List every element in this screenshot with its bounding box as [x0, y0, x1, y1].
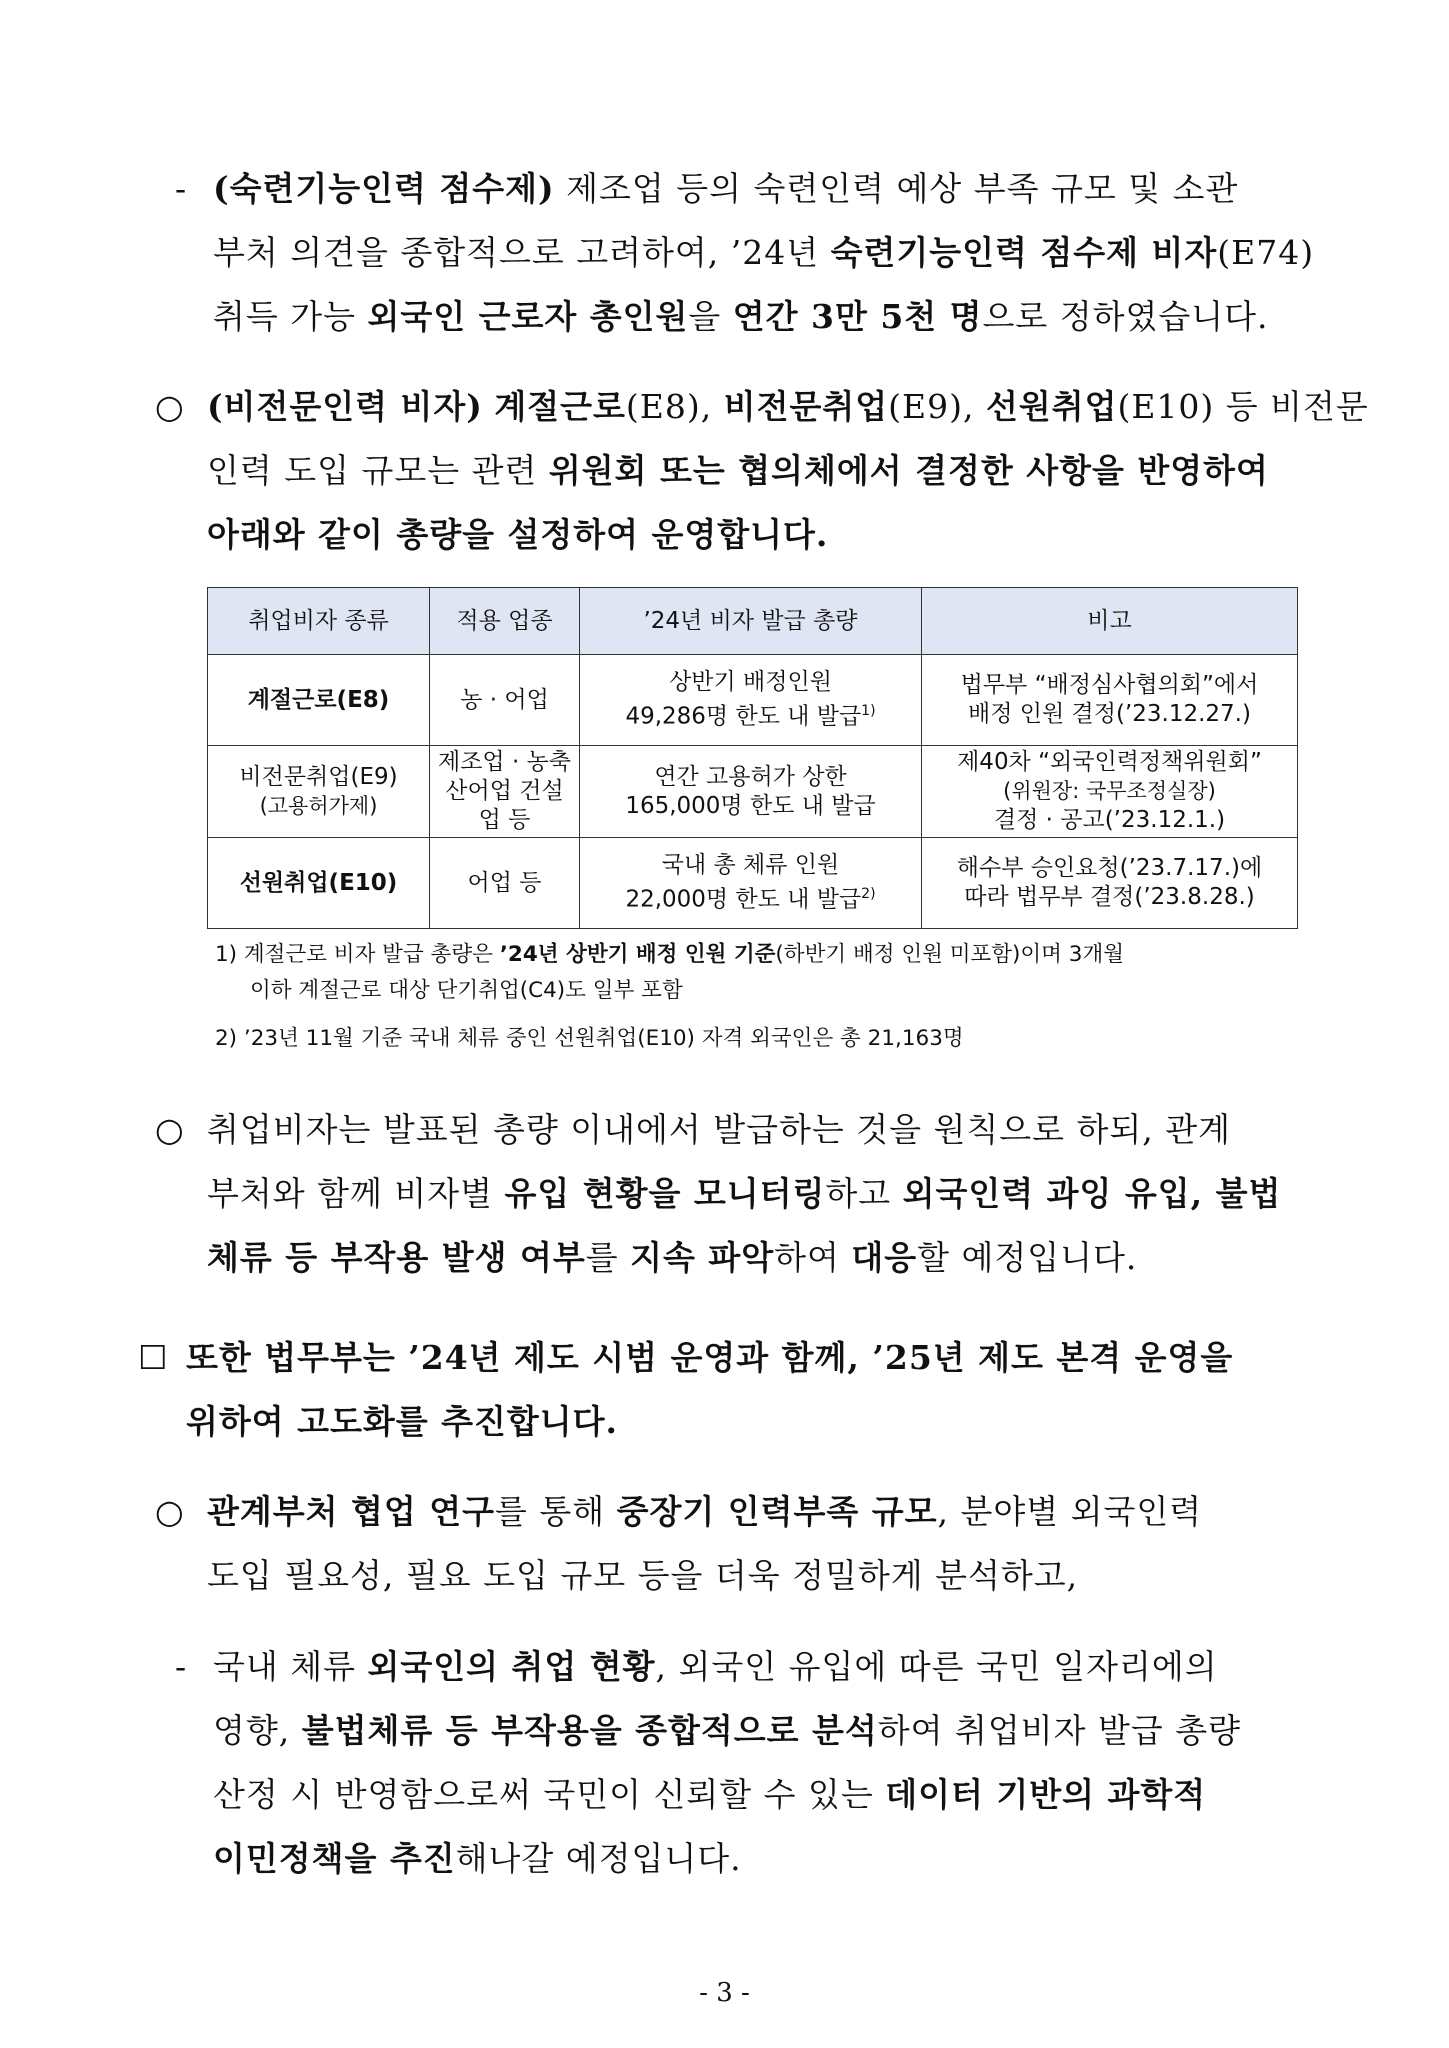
- text-line: [213, 294, 1269, 340]
- text-line: [213, 230, 1314, 276]
- text-line: [207, 512, 828, 558]
- cell-industry: 농 · 어업: [430, 655, 580, 746]
- table-row: [208, 838, 1298, 929]
- text-segment: 할 예정입니다.: [917, 1238, 1138, 1277]
- text-segment: 취업비자는 발표된 총량 이내에서 발급하는 것을 원칙으로 하되, 관계: [207, 1110, 1231, 1149]
- text-segment: 부처 의견을 종합적으로 고려하여, ’24년: [213, 233, 831, 272]
- text-segment: 산정 시 반영함으로써 국민이 신뢰할 수 있는: [213, 1775, 886, 1814]
- bold-text-segment: 외국인력 과잉 유입, 불법: [902, 1174, 1282, 1213]
- text-line: [213, 1644, 1218, 1690]
- bold-text-segment: 숙련기능인력 점수제 비자: [830, 233, 1218, 272]
- bold-text-segment: 데이터 기반의 과학적: [885, 1775, 1207, 1814]
- bold-text-segment: (비전문인력 비자): [207, 387, 483, 426]
- text-segment: 제조업 등의 숙련인력 예상 부족 규모 및 소관: [554, 169, 1239, 208]
- header-industry: 적용 업종: [430, 588, 580, 655]
- text-segment: 를: [585, 1238, 631, 1277]
- text-segment: (E9),: [888, 387, 986, 426]
- bold-text-segment: 중장기 인력부족 규모: [616, 1492, 938, 1531]
- text-line: [213, 1708, 1241, 1754]
- box-marker: ☐: [138, 1338, 168, 1377]
- cell-quota: 국내 총 체류 인원 22,000명 한도 내 발급$^{2)}$: [580, 838, 922, 929]
- bold-text-segment: 외국인 근로자 총인원: [367, 297, 689, 336]
- bold-text-segment: 비전문취업: [723, 387, 889, 426]
- header-remarks: 비고: [922, 588, 1298, 655]
- text-line: [207, 1107, 1231, 1153]
- footnote-1-line-1: 1) 계절근로 비자 발급 총량은 ’24년 상반기 배정 인원 기준(하반기 배정 인원 미포함)이며 3개월: [215, 942, 1124, 967]
- bold-text-segment: 관계부처 협업 연구: [207, 1492, 496, 1531]
- dash-marker: -: [175, 1647, 187, 1686]
- bold-text-segment: 이민정책을 추진: [213, 1839, 456, 1878]
- text-segment: [483, 387, 495, 426]
- bold-text-segment: 아래와 같이 총량을 설정하여 운영합니다.: [207, 515, 829, 554]
- table-row: [208, 655, 1298, 746]
- bold-text-segment: 위원회 또는 협의체에서 결정한 사항을 반영하여: [548, 451, 1269, 490]
- visa-quota-table: [207, 587, 1298, 929]
- text-segment: 영향,: [213, 1711, 302, 1750]
- footnote-2: 2) ’23년 11월 기준 국내 체류 중인 선원취업(E10) 자격 외국인은 총 21,163명: [215, 1026, 964, 1051]
- text-segment: 도입 필요성, 필요 도입 규모 등을 더욱 정밀하게 분석하고,: [207, 1556, 1079, 1595]
- cell-remarks: 해수부 승인요청(’23.7.17.)에 따라 법무부 결정(’23.8.28.): [922, 838, 1298, 929]
- text-segment: (E10) 등 비전문: [1117, 387, 1369, 426]
- text-line: [213, 1772, 1206, 1818]
- text-segment: 인력 도입 규모는 관련: [207, 451, 549, 490]
- text-segment: 하여: [774, 1238, 852, 1277]
- table-header-row: [208, 588, 1298, 655]
- text-segment: 을: [688, 297, 733, 336]
- text-segment: 하고: [825, 1174, 903, 1213]
- text-segment: 국내 체류: [213, 1647, 368, 1686]
- header-quota: ’24년 비자 발급 총량: [580, 588, 922, 655]
- bold-text-segment: 불법체류 등 부작용을 종합적으로 분석: [301, 1711, 878, 1750]
- footnote-1-line-2: 이하 계절근로 대상 단기취업(C4)도 일부 포함: [250, 978, 683, 1003]
- text-line: [207, 1489, 1202, 1535]
- text-segment: 하여 취업비자 발급 총량: [877, 1711, 1242, 1750]
- bold-text-segment: 계절근로: [494, 387, 626, 426]
- cell-visa: 계절근로(E8): [208, 655, 430, 746]
- cell-quota: 상반기 배정인원 49,286명 한도 내 발급$^{1)}$: [580, 655, 922, 746]
- circle-marker: ○: [155, 387, 184, 426]
- text-segment: (E74): [1217, 233, 1315, 272]
- text-segment: , 분야별 외국인력: [937, 1492, 1203, 1531]
- text-line: [207, 1171, 1281, 1217]
- text-segment: 으로 정하였습니다.: [982, 297, 1269, 336]
- circle-marker: ○: [155, 1492, 184, 1531]
- text-line: [186, 1335, 1233, 1381]
- page-number: - 3 -: [699, 1978, 750, 2008]
- header-visa-type: 취업비자 종류: [208, 588, 430, 655]
- text-line: [207, 448, 1269, 494]
- bold-text-segment: 체류 등 부작용 발생 여부: [207, 1238, 586, 1277]
- bold-text-segment: 지속 파악: [630, 1238, 775, 1277]
- text-line: [207, 1553, 1078, 1599]
- text-line: [207, 384, 1369, 430]
- dash-marker: -: [175, 169, 187, 208]
- text-segment: 부처와 함께 비자별: [207, 1174, 505, 1213]
- cell-remarks: 법무부 “배정심사협의회”에서 배정 인원 결정(’23.12.27.): [922, 655, 1298, 746]
- text-line: [207, 1235, 1137, 1281]
- text-segment: 를 통해: [495, 1492, 617, 1531]
- text-segment: 해나갈 예정입니다.: [455, 1839, 742, 1878]
- text-line: [213, 1836, 742, 1882]
- text-segment: , 외국인 유입에 따른 국민 일자리에의: [655, 1647, 1218, 1686]
- bold-text-segment: 선원취업: [985, 387, 1118, 426]
- cell-industry: 어업 등: [430, 838, 580, 929]
- table-row: [208, 746, 1298, 838]
- bold-text-segment: 위하여 고도화를 추진합니다.: [186, 1402, 619, 1441]
- cell-visa: 비전문취업(E9) (고용허가제): [208, 746, 430, 838]
- circle-marker: ○: [155, 1110, 184, 1149]
- bold-text-segment: (숙련기능인력 점수제): [213, 169, 555, 208]
- bold-text-segment: 연간 3만 5천 명: [732, 297, 983, 336]
- cell-industry: 제조업 · 농축산어업 건설업 등: [430, 746, 580, 838]
- cell-quota: 연간 고용허가 상한 165,000명 한도 내 발급: [580, 746, 922, 838]
- bold-text-segment: 대응: [851, 1238, 918, 1277]
- cell-visa: 선원취업(E10): [208, 838, 430, 929]
- text-segment: 취득 가능: [213, 297, 368, 336]
- text-line: [186, 1399, 618, 1445]
- cell-remarks: 제40차 “외국인력정책위원회” (위원장: 국무조정실장) 결정 · 공고(’23.12.1.): [922, 746, 1298, 838]
- bold-text-segment: 외국인의 취업 현황: [367, 1647, 656, 1686]
- bold-text-segment: 또한 법무부는 ’24년 제도 시범 운영과 함께, ’25년 제도 본격 운영을: [186, 1338, 1234, 1377]
- text-segment: (E8),: [625, 387, 724, 426]
- bold-text-segment: 유입 현황을 모니터링: [504, 1174, 826, 1213]
- text-line: [213, 166, 1238, 212]
